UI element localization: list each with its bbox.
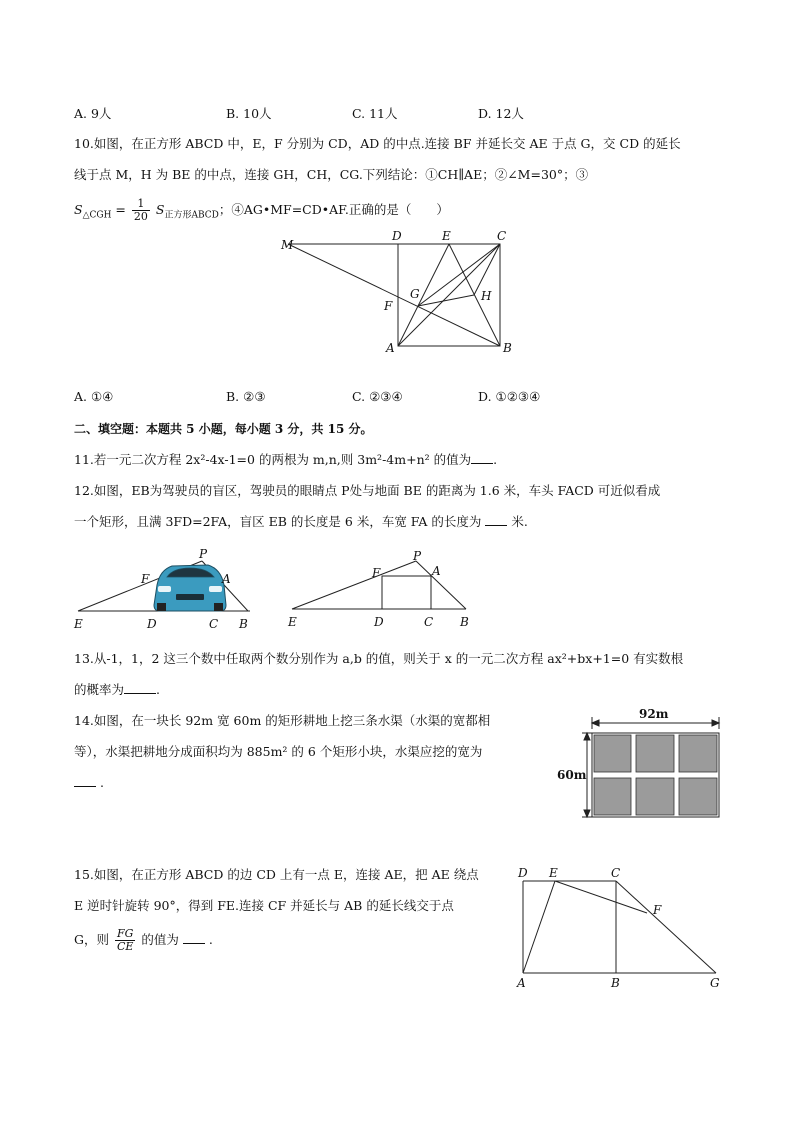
- q15-label-f: F: [653, 903, 662, 917]
- q12-line2-end: 米.: [511, 514, 528, 529]
- area-subscript-cgh: △CGH: [82, 210, 112, 221]
- geo-label-p: P: [413, 549, 422, 563]
- geo-label-c: C: [424, 615, 434, 629]
- fraction-fg-ce: $\frac{FG}{CE}$: [116, 927, 134, 953]
- q15-label-e: E: [549, 866, 558, 880]
- q9-option-b: B. 10人: [226, 106, 272, 121]
- label-g: G: [410, 287, 420, 301]
- q11-end: .: [493, 452, 498, 467]
- q13-line2-body: 的概率为: [74, 682, 125, 697]
- q11-body: 11.若一元二次方程 2x²-4x-1=0 的两根为 m,n,则 3m²-4m+n² 的值为: [74, 452, 472, 467]
- q15-line3-post: 的值为: [141, 932, 179, 947]
- car-label-e: E: [74, 617, 83, 631]
- label-b: B: [503, 341, 512, 355]
- q15-label-c: C: [611, 866, 621, 880]
- car-label-a: A: [222, 572, 231, 586]
- label-e: E: [442, 229, 451, 243]
- label-f: F: [384, 299, 393, 313]
- q14-line2: 等），水渠把耕地分成面积均为 885m² 的 6 个矩形小块，水渠应挖的宽为: [74, 744, 483, 759]
- q10-option-b: B. ②③: [226, 389, 266, 404]
- q15-label-a: A: [517, 976, 526, 990]
- q9-option-c: C. 11人: [352, 106, 398, 121]
- car-label-c: C: [209, 617, 219, 631]
- line-cg: [616, 881, 716, 973]
- q12-line2-body: 一个矩形，且满 3FD=2FA，盲区 EB 的长度是 6 米，车宽 FA 的长度为: [74, 514, 482, 529]
- area-symbol: S: [74, 202, 83, 217]
- geo-label-a: A: [432, 564, 441, 578]
- height-label: 60m: [557, 768, 587, 782]
- q10-option-d: D. ①②③④: [478, 389, 541, 404]
- q15-line3-end: .: [208, 932, 213, 947]
- area-symbol-2: S: [155, 202, 165, 217]
- label-m: M: [281, 238, 294, 252]
- section2-heading: 二、填空题：本题共 5 小题，每小题 3 分，共 15 分。: [74, 422, 373, 436]
- geo-label-f: F: [372, 566, 381, 580]
- fraction-1-20: $\frac{1}{20}$: [133, 197, 148, 223]
- q10-option-a: A. ①④: [74, 389, 114, 404]
- q15-label-d: D: [518, 866, 528, 880]
- q10-line3-rest: ；④AG•MF=CD•AF.正确的是（ ）: [218, 202, 449, 217]
- line-ae: [523, 881, 555, 973]
- q10-option-c: C. ②③④: [352, 389, 403, 404]
- geo-label-b: B: [460, 615, 469, 629]
- q15-line1: 15.如图，在正方形 ABCD 的边 CD 上有一点 E，连接 AE，把 AE 绕点: [74, 867, 479, 882]
- q15-label-g: G: [710, 976, 720, 990]
- q9-option-a: A. 9人: [74, 106, 112, 121]
- q15-line3-pre: G，则: [74, 932, 109, 947]
- q15-line2: E 逆时针旋转 90°，得到 FE.连接 CF 并延长与 AB 的延长线交于点: [74, 898, 454, 913]
- q14-line3-end: .: [99, 775, 104, 790]
- car-label-p: P: [199, 547, 208, 561]
- q10-line1: 10.如图，在正方形 ABCD 中，E，F 分别为 CD，AD 的中点.连接 BF 并延长交 AE 于点 G，交 CD 的延长: [74, 136, 681, 151]
- width-label: 92m: [639, 707, 669, 721]
- label-c: C: [497, 229, 507, 243]
- label-h: H: [481, 289, 492, 303]
- label-a: A: [386, 341, 395, 355]
- q13-line1: 13.从-1，1，2 这三个数中任取两个数分别作为 a,b 的值，则关于 x 的一元二次方程 ax²+bx+1=0 有实数根: [74, 651, 684, 666]
- label-d: D: [392, 229, 402, 243]
- area-subscript-square: 正方形ABCD: [164, 210, 219, 221]
- q9-option-d: D. 12人: [478, 106, 524, 121]
- q14-line1: 14.如图，在一块长 92m 宽 60m 的矩形耕地上挖三条水渠（水渠的宽都相: [74, 713, 491, 728]
- q10-line2: 线于点 M，H 为 BE 的中点，连接 GH，CH，CG.下列结论：①CH∥AE；②∠M=30°；③: [74, 167, 589, 182]
- car-label-b: B: [239, 617, 248, 631]
- equals-sign: =: [115, 202, 126, 217]
- car-label-f: F: [141, 572, 150, 586]
- geo-label-d: D: [374, 615, 384, 629]
- q13-line2-end: .: [156, 682, 160, 697]
- geo-label-e: E: [288, 615, 297, 629]
- q12-line1: 12.如图，EB为驾驶员的盲区，驾驶员的眼睛点 P处与地面 BE 的距离为 1.6 米，车头 FACD 可近似看成: [74, 483, 661, 498]
- car-label-d: D: [147, 617, 157, 631]
- q15-label-b: B: [611, 976, 620, 990]
